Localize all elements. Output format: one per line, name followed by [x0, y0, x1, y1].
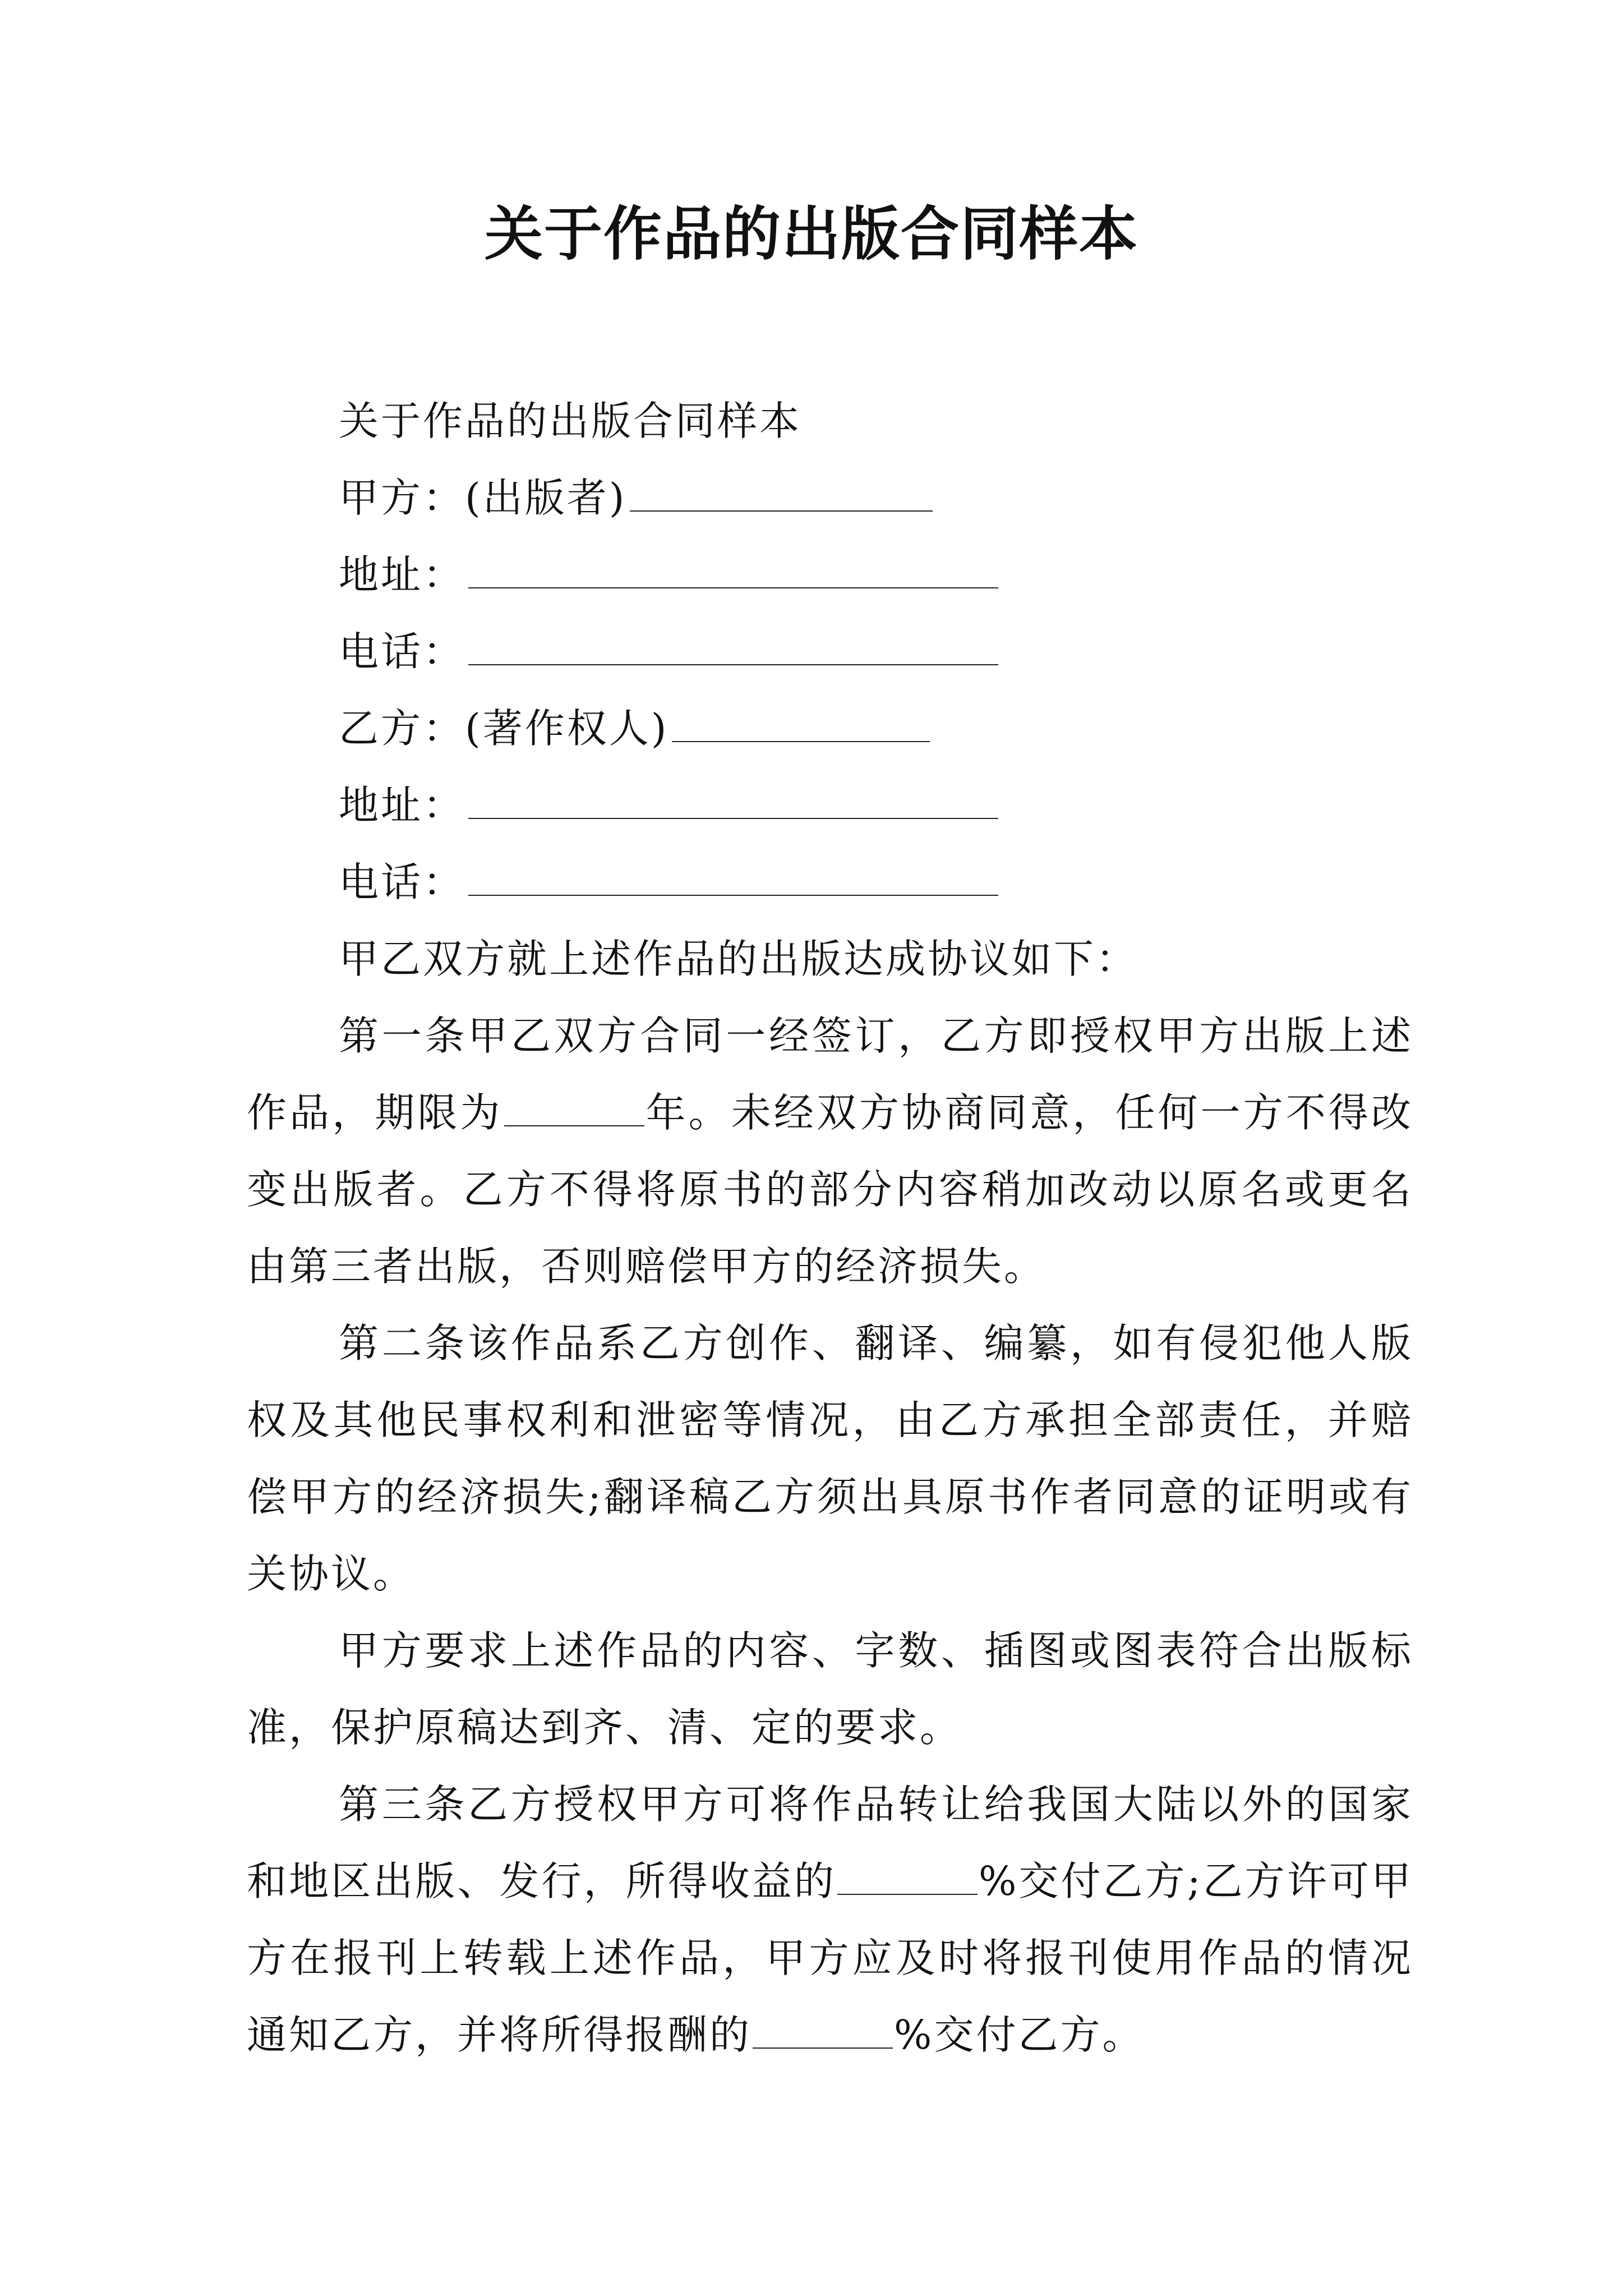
party-a-label: 甲方：(出版者)	[339, 475, 627, 521]
address-b-label: 地址：	[339, 782, 465, 829]
phone-b-label: 电话：	[339, 859, 465, 905]
party-b-label: 乙方：(著作权人)	[339, 705, 669, 752]
page-title: 关于作品的出版合同样本	[484, 200, 1138, 268]
contract-body	[247, 383, 1413, 2073]
address-b-blank	[468, 784, 998, 819]
party-b-blank	[672, 707, 930, 742]
address-b-line	[247, 767, 1413, 844]
phone-a-label: 电话：	[339, 628, 465, 675]
article-2: 第二条该作品系乙方创作、翻译、编纂，如有侵犯他人版权及其他民事权利和泄密等情况，由乙方承担全部责任，并赔偿甲方的经济损失;翻译稿乙方须出具原书作者同意的证明或有关协议。	[247, 1320, 1413, 1597]
phone-a-line	[247, 613, 1413, 690]
phone-b-blank	[468, 861, 998, 896]
phone-a-blank	[468, 631, 998, 665]
phone-b-line	[247, 844, 1413, 921]
term-years-blank	[504, 1092, 644, 1126]
party-b-line	[247, 690, 1413, 767]
party-a-blank	[630, 477, 933, 512]
address-a-label: 地址：	[339, 551, 465, 598]
overseas-percent-blank	[837, 1860, 978, 1895]
intro-line: 甲乙双方就上述作品的出版达成协议如下：	[339, 936, 1138, 982]
article-2-requirements: 甲方要求上述作品的内容、字数、插图或图表符合出版标准，保护原稿达到齐、清、定的要求。	[247, 1627, 1413, 1751]
article-3: 第三条乙方授权甲方可将作品转让给我国大陆以外的国家和地区出版、发行，所得收益的 %交付乙方;乙方许可甲方在报刊上转载上述作品，甲方应及时将报刊使用作品的情况通知乙方，并将所得报酬的 %交付乙方。	[247, 1781, 1413, 2058]
article-1: 第一条甲乙双方合同一经签订，乙方即授权甲方出版上述作品，期限为 年。未经双方协商同意，任何一方不得改变出版者。乙方不得将原书的部分内容稍加改动以原名或更名由第三者出版，否则赔偿甲方的经济损失。	[247, 1013, 1413, 1290]
reprint-percent-blank	[753, 2014, 893, 2049]
address-a-line	[247, 536, 1413, 613]
party-a-line	[247, 459, 1413, 536]
document-subtitle: 关于作品的出版合同样本	[339, 398, 802, 444]
address-a-blank	[468, 554, 998, 588]
